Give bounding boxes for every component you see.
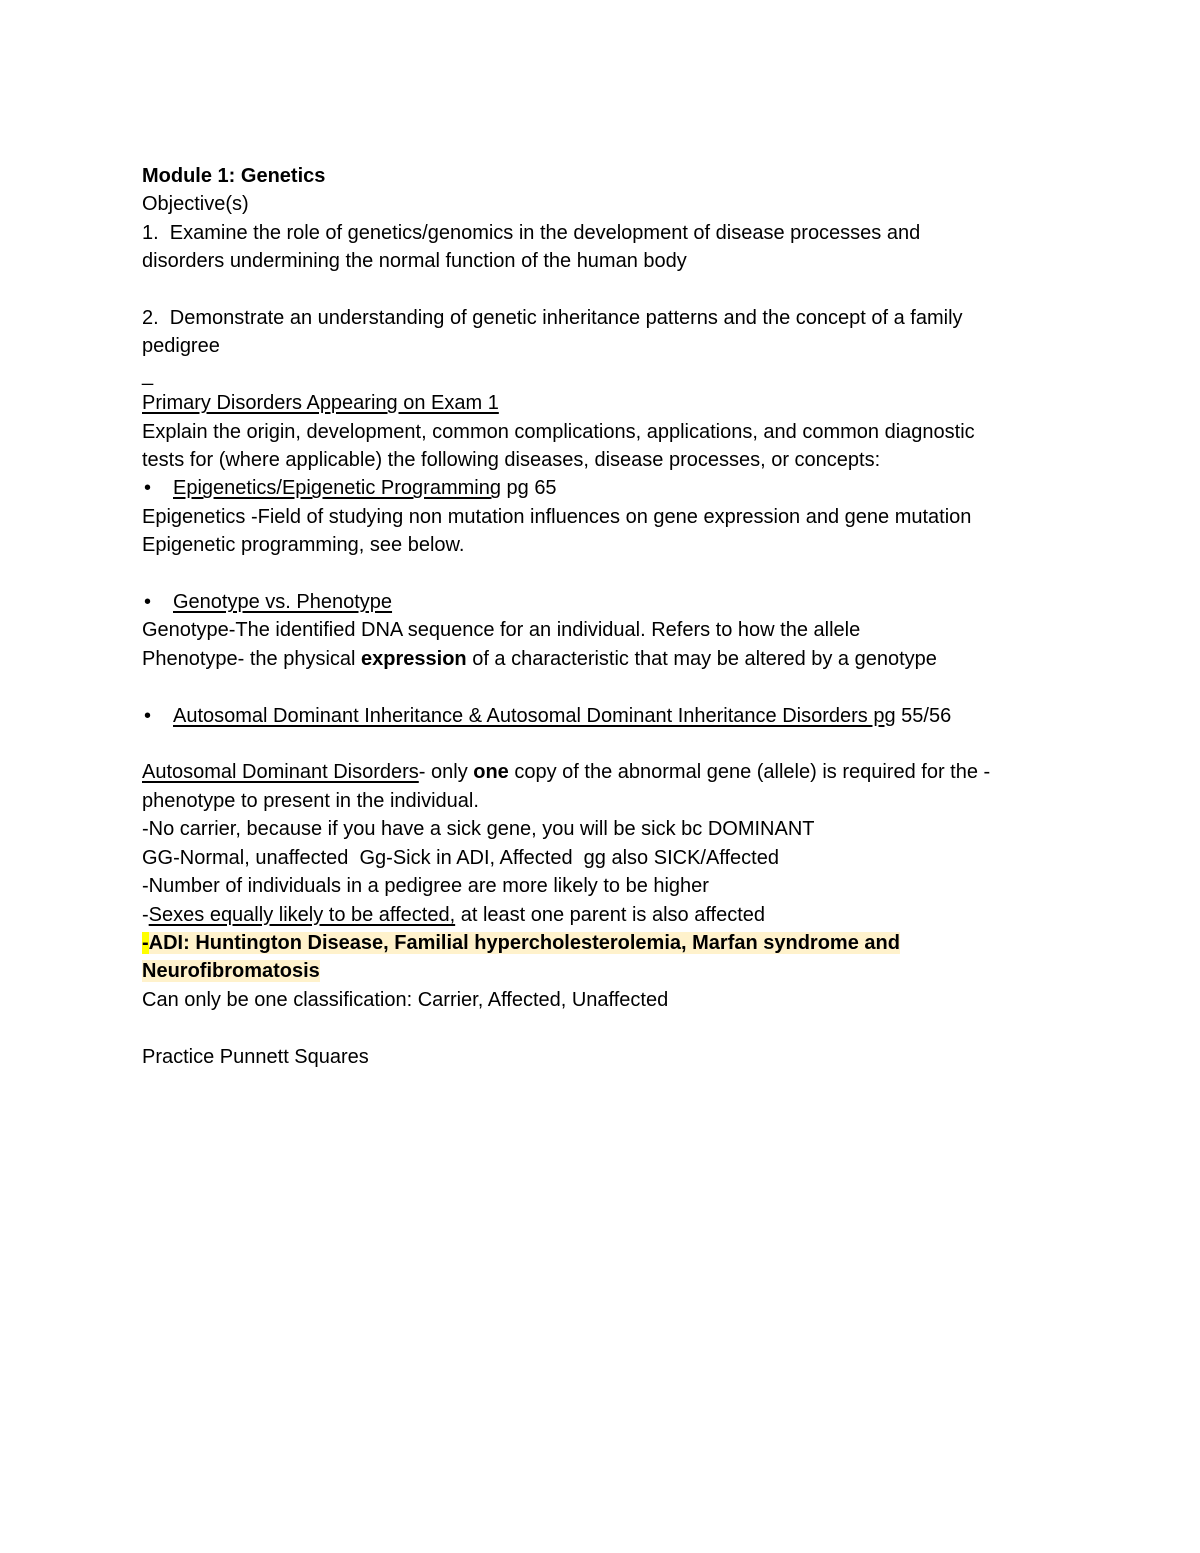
bullet-text xyxy=(173,702,951,730)
adi-sexes-after: at least one parent is also affected xyxy=(455,903,765,926)
objective-1-line-1: 1. Examine the role of genetics/genomics in the development of disease processes and xyxy=(142,221,921,244)
adi-sexes-underlined: Sexes equally likely to be affected, xyxy=(148,903,456,926)
adi-desc-after: copy of the abnormal gene (allele) is required for the - xyxy=(508,761,991,784)
adi-number: -Number of individuals in a pedigree are more likely to be higher xyxy=(142,875,709,898)
bullet-adi xyxy=(142,702,1072,730)
bullet-icon: • xyxy=(144,704,152,727)
adi-examples-text-1: ADI: Huntington Disease, Familial hypercholesterolemia, Marfan syndrome and xyxy=(148,931,900,954)
spacer xyxy=(142,1014,1072,1042)
adi-sexes xyxy=(142,901,1072,929)
adi-examples-line-2 xyxy=(142,957,1072,985)
stray-dash: _ xyxy=(142,363,154,386)
bullet-text xyxy=(173,474,557,502)
spacer xyxy=(142,276,1072,304)
phenotype-text-before: Phenotype- the physical xyxy=(142,647,362,670)
bullet-icon: • xyxy=(144,477,152,500)
adi-heading: Autosomal Dominant Inheritance & Autosomal Dominant Inheritance Disorders p xyxy=(173,704,885,727)
genotype-line-1: Genotype-The identified DNA sequence for an individual. Refers to how the allele xyxy=(142,619,861,642)
objective-2-line-1: 2. Demonstrate an understanding of genetic inheritance patterns and the concept of a family xyxy=(142,307,963,330)
adi-no-carrier: -No carrier, because if you have a sick gene, you will be sick bc DOMINANT xyxy=(142,818,815,841)
adi-subheading: Autosomal Dominant Disorders xyxy=(142,761,419,784)
spacer xyxy=(142,673,1072,701)
adi-description-line-1 xyxy=(142,758,1072,786)
adi-desc-before: - only xyxy=(418,761,474,784)
phenotype-line xyxy=(142,645,1072,673)
adi-description-line-2: phenotype to present in the individual. xyxy=(142,789,479,812)
adi-sexes-dash: - xyxy=(142,903,149,926)
objectives-heading: Objective(s) xyxy=(142,193,249,216)
adi-examples-line-1 xyxy=(142,929,1072,957)
adi-page-ref: g 55/56 xyxy=(884,704,952,727)
explain-intro-line-1: Explain the origin, development, common complications, applications, and common diagnostic xyxy=(142,420,975,443)
epigenetics-line-1: Epigenetics -Field of studying non mutation influences on gene expression and gene mutation xyxy=(142,505,972,528)
bullet-epigenetics xyxy=(142,474,1072,502)
objective-1-line-2: disorders undermining the normal function of the human body xyxy=(142,250,687,273)
objective-2-line-2: pedigree xyxy=(142,335,220,358)
spacer xyxy=(142,560,1072,588)
explain-intro-line-2: tests for (where applicable) the following diseases, disease processes, or concepts: xyxy=(142,449,881,472)
adi-examples-text-2: Neurofibromatosis xyxy=(142,960,320,983)
adi-genotypes: GG-Normal, unaffected Gg-Sick in ADI, Affected gg also SICK/Affected xyxy=(142,846,779,869)
bullet-icon: • xyxy=(144,591,152,614)
epigenetics-line-2: Epigenetic programming, see below. xyxy=(142,534,465,557)
adi-classification: Can only be one classification: Carrier, Affected, Unaffected xyxy=(142,988,669,1011)
primary-disorders-heading: Primary Disorders Appearing on Exam 1 xyxy=(142,392,499,415)
adi-desc-bold: one xyxy=(473,761,509,784)
bullet-genotype xyxy=(142,588,1072,616)
epigenetics-heading: Epigenetics/Epigenetic Programming xyxy=(173,477,501,500)
practice-punnett: Practice Punnett Squares xyxy=(142,1045,369,1068)
phenotype-bold-word: expression xyxy=(361,647,467,670)
adi-examples-dash: - xyxy=(142,931,149,954)
document-page xyxy=(142,162,1072,1071)
genotype-heading: Genotype vs. Phenotype xyxy=(173,591,393,614)
spacer xyxy=(142,730,1072,758)
epigenetics-page-ref: pg 65 xyxy=(500,477,557,500)
document-title: Module 1: Genetics xyxy=(142,165,326,187)
phenotype-text-after: of a characteristic that may be altered by a genotype xyxy=(466,647,937,670)
